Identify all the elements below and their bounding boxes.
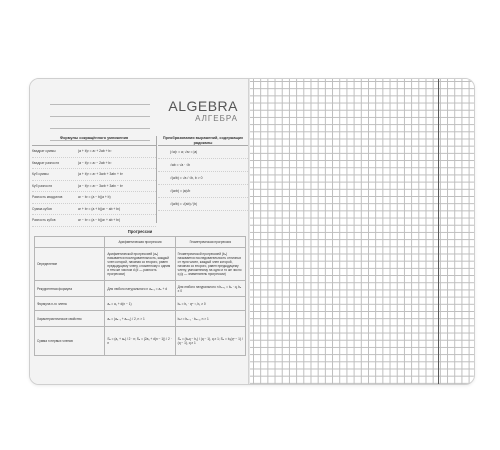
graph-paper-page: [250, 79, 474, 384]
column-divider: [156, 136, 157, 223]
margin-line: [438, 79, 439, 384]
formula-row: Разность квадратов a² − b² = (a − b)(a + b): [32, 192, 156, 204]
formula-row: Сумма кубов a³ + b³ = (a + b)(a² − ab + b²): [32, 204, 156, 216]
table-header: [35, 237, 246, 248]
col-geometric: Геометрическая прогрессия: [175, 237, 245, 248]
radical-row: √ab = √a · √b: [158, 159, 248, 172]
progressions-table: [34, 236, 246, 356]
radical-row: √(a²b) = |a|√b: [158, 185, 248, 198]
radicals-heading: Преобразования выражений, содержащих радикалы: [158, 136, 248, 146]
table-row: Сумма n первых членов Sₙ = (a₁ + aₙ) / 2 · n; Sₙ = (2a₁ + d(n − 1)) / 2 · n Sₙ = (bₙq − b₁) / (q − 1), q ≠ 1; Sₙ = b₁(qⁿ − 1) / (q − 1), q ≠ 1: [35, 327, 246, 356]
col-arithmetic: Арифметическая прогрессия: [105, 237, 175, 248]
radical-row: √(a/b) = √a / √b, b > 0: [158, 172, 248, 185]
name-lines: [50, 93, 150, 141]
page-title: ALGEBRA: [168, 98, 238, 114]
formula-row: Квадрат суммы (a + b)² = a² + 2ab + b²: [32, 146, 156, 158]
table-row: Формула n-го члена aₙ = a₁ + d(n − 1) bₙ = b₁ · qⁿ⁻¹, b₁ ≠ 0: [35, 297, 246, 311]
radical-transformations: [158, 136, 248, 211]
radical-row: (√a)² = a; √a² = |a|: [158, 146, 248, 159]
table-row: Рекуррентная формула Для любого натурального n aₙ₊₁ = aₙ + d Для любого натурального n bₙ₊₁ = bₙ · q, bₙ ≠ 0: [35, 281, 246, 297]
notebook-spread: [29, 78, 475, 385]
radical-row: √(a/b) = √(ab) / |b|: [158, 198, 248, 211]
page-subtitle: АЛГЕБРА: [195, 114, 238, 123]
formula-row: Разность кубов a³ − b³ = (a − b)(a² + ab + b²): [32, 215, 156, 227]
formula-row: Квадрат разности (a − b)² = a² − 2ab + b²: [32, 158, 156, 170]
cover-reference-page: [30, 79, 250, 384]
formulas-heading: Формулы сокращённого умножения: [32, 136, 156, 146]
progressions-heading: Прогрессии: [127, 229, 153, 234]
formula-row: Куб суммы (a + b)³ = a³ + 3a²b + 3ab² + b³: [32, 169, 156, 181]
multiplication-formulas: [32, 136, 156, 227]
table-row: Определение Арифметической прогрессией (aₙ) называется последовательность, каждый член которой, начиная со второго, равен предыдущему члену, сложенному с одним и тем же числом d (d — разность прогрессии) Геометрической прогрессией (bₙ) называется последовательность отличных от нуля чисел, каждый член которой, начиная со второго, равен предыдущему члену, умноженному на одно и то же число q (q — знаменатель прогрессии): [35, 248, 246, 281]
table-row: Характеристическое свойство aₙ = (aₙ₋₁ + aₙ₊₁) / 2, n > 1 bₙ² = bₙ₋₁ · bₙ₊₁, n > 1: [35, 311, 246, 327]
formula-row: Куб разности (a − b)³ = a³ − 3a²b + 3ab² − b³: [32, 181, 156, 193]
